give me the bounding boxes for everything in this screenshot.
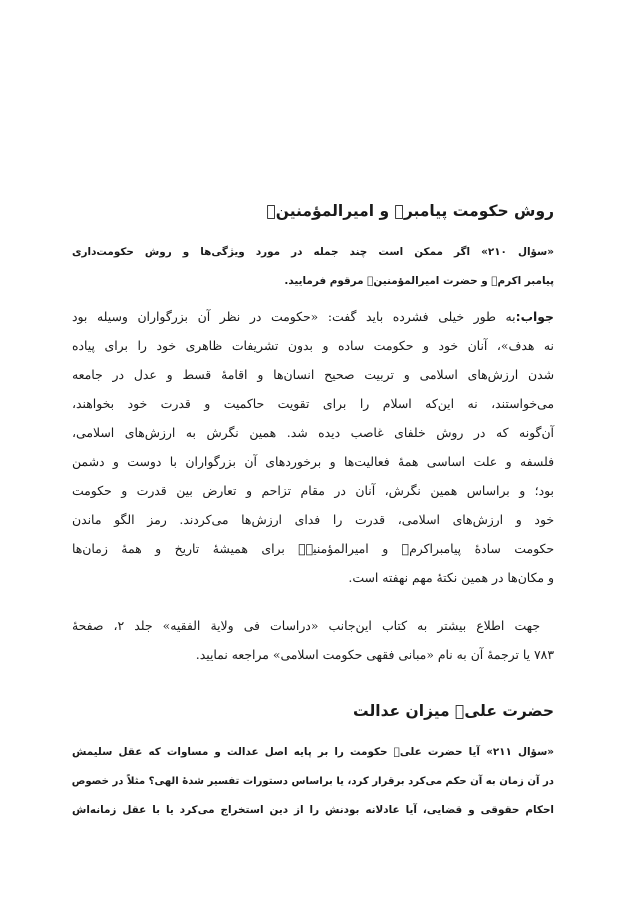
note-line: جهت اطلاع بیشتر به کتاب این‌جانب «دراسات فی ولایة الفقیه» جلد ۲، صفحهٔ: [72, 618, 540, 633]
answer-line: خود و ارزش‌های اسلامی، قدرت را فدای ارزش‌ها می‌کردند. رمز الگو ماندن: [72, 512, 554, 527]
answer-line: به طور خیلی فشرده باید گفت: «حکومت در نظر آن بزرگواران وسیله بود: [72, 309, 516, 324]
question-line: پیامبر اکرمﷺ و حضرت امیرالمؤمنینؑ مرقوم فرمایید.: [284, 275, 554, 287]
section-title: روش حکومت پیامبرﷺ و امیرالمؤمنینؑ: [266, 202, 554, 220]
answer-line: شدن ارزش‌های اسلامی و تربیت صحیح انسان‌ها و اقامهٔ قسط و عدل در جامعه: [72, 367, 554, 382]
answer-line: فلسفه و علت اساسی همهٔ فعالیت‌ها و برخوردهای آن بزرگواران با دوست و دشمن: [72, 454, 554, 469]
answer-line: آن‌گونه که در روش خلفای غاصب دیده شد. همین نگرش به ارزش‌های اسلامی،: [72, 425, 554, 440]
answer-line: بود؛ و براساس همین نگرش، آنان در مقام تزاحم و تعارض بین قدرت و حکومت: [72, 483, 554, 498]
answer-line: و مکان‌ها در همین نکتهٔ مهم نهفته است.: [348, 570, 554, 585]
section-heading-1: [72, 199, 554, 223]
answer-line-first: [72, 302, 554, 331]
question-210: [72, 238, 554, 296]
answer-paragraph: [72, 302, 554, 592]
answer-line: حکومت سادهٔ پیامبراکرمﷺ و امیرالمؤمنینؑ برای همیشهٔ تاریخ و همهٔ زمان‌ها: [72, 541, 554, 556]
section-heading-2: [72, 699, 554, 723]
answer-label: جواب:: [515, 309, 554, 324]
answer-line: نه هدف»، آنان خود و حکومت ساده و بدون تشریفات ظاهری خود را برای پیاده: [72, 338, 554, 353]
question-line: «سؤال ۲۱۰» اگر ممکن است چند جمله در مورد ویژگی‌ها و روش حکومت‌داری: [72, 246, 554, 258]
reference-note: [72, 611, 554, 669]
question-line: احکام حقوقی و قضایی، آیا عادلانه بودنش را از دین استخراج می‌کرد یا با عقل زمانه‌اش: [72, 804, 554, 816]
question-line: در آن زمان به آن حکم می‌کرد برقرار کرد، یا براساس دستورات تفسیر شدهٔ الهی؟ مثلاً در خصوص: [71, 776, 554, 787]
question-line: «سؤال ۲۱۱» آیا حضرت علیؑ حکومت را بر پایه اصل عدالت و مساوات که عقل سلیمش: [72, 746, 554, 758]
note-line: ۷۸۳ یا ترجمهٔ آن به نام «مبانی فقهی حکومت اسلامی» مراجعه نمایید.: [195, 647, 554, 662]
answer-line: می‌خواستند، نه این‌که اسلام را برای تقویت حاکمیت و قدرت خود بخواهند،: [72, 396, 554, 411]
section-title: حضرت علیؑ میزان عدالت: [353, 702, 554, 720]
question-211: [72, 738, 554, 825]
